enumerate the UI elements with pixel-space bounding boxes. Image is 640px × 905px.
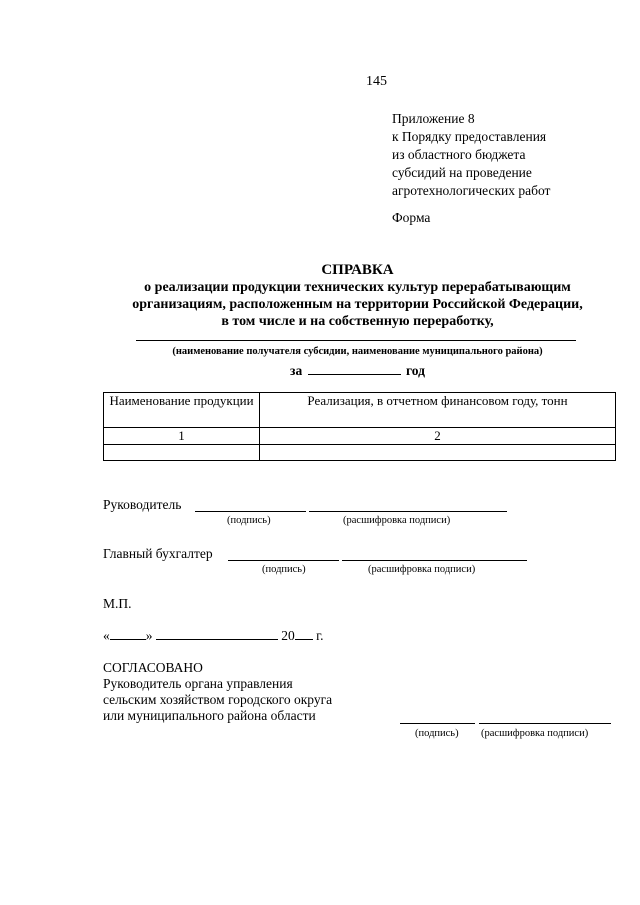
head-signature-row — [103, 497, 181, 513]
title-line: в том числе и на собственную переработку, — [221, 314, 494, 329]
accountant-label: Главный бухгалтер — [103, 546, 213, 561]
title-main: СПРАВКА — [321, 262, 394, 278]
date-close-quote: » — [145, 628, 153, 643]
agreed-block — [103, 660, 332, 724]
product-name-header: Наименование продукции — [104, 393, 260, 428]
page-number: 145 — [366, 74, 387, 89]
agreed-line: Руководитель органа управления — [103, 676, 293, 691]
signature-caption: (подпись) — [262, 564, 306, 575]
date-open-quote: « — [103, 628, 110, 643]
appendix-line: к Порядку предоставления — [392, 129, 547, 144]
report-table — [103, 392, 616, 461]
stamp-place: М.П. — [103, 596, 132, 611]
date-year-suffix: г. — [316, 628, 324, 643]
accountant-signature-row — [103, 546, 213, 562]
year-field[interactable] — [308, 362, 401, 375]
table-number-row — [104, 428, 616, 445]
title-line: о реализации продукции технических культур перерабатывающим — [144, 280, 571, 295]
column-number: 1 — [104, 428, 260, 445]
decoding-caption: (расшифровка подписи) — [368, 564, 476, 575]
agreed-title: СОГЛАСОВАНО — [103, 660, 203, 675]
column-number: 2 — [260, 428, 616, 445]
date-row — [103, 626, 324, 644]
decoding-caption: (расшифровка подписи) — [481, 728, 589, 739]
head-signature-field[interactable] — [195, 498, 306, 512]
sales-cell[interactable] — [260, 445, 616, 461]
appendix-line: из областного бюджета — [392, 147, 526, 162]
appendix-line: агротехнологических работ — [392, 183, 551, 198]
agreed-signature-field[interactable] — [400, 710, 475, 724]
signature-caption: (подпись) — [415, 728, 459, 739]
title-line: организациям, расположенным на территории Российской Федерации, — [132, 297, 583, 312]
decoding-caption: (расшифровка подписи) — [343, 515, 451, 526]
document-title — [90, 262, 625, 330]
head-label: Руководитель — [103, 497, 182, 512]
accountant-decoding-field[interactable] — [342, 547, 527, 561]
recipient-name-caption: (наименование получателя субсидии, наименование муниципального района) — [172, 346, 543, 357]
table-header-row — [104, 393, 616, 428]
appendix-line: субсидий на проведение — [392, 165, 532, 180]
signature-caption: (подпись) — [227, 515, 271, 526]
agreed-line: сельским хозяйством городского округа — [103, 692, 333, 707]
product-name-cell[interactable] — [104, 445, 260, 461]
appendix-note — [392, 110, 550, 200]
sales-header: Реализация, в отчетном финансовом году, тонн — [260, 393, 616, 428]
form-label: Форма — [392, 210, 431, 225]
year-line — [90, 362, 625, 379]
day-field[interactable] — [110, 626, 146, 640]
month-field[interactable] — [156, 626, 278, 640]
recipient-name-field[interactable] — [136, 340, 576, 341]
table-row — [104, 445, 616, 461]
agreed-decoding-field[interactable] — [479, 710, 611, 724]
agreed-line: или муниципального района области — [103, 708, 316, 723]
date-year-prefix: 20 — [281, 628, 295, 643]
year-digits-field[interactable] — [295, 626, 313, 640]
head-decoding-field[interactable] — [309, 498, 507, 512]
year-suffix: год — [405, 363, 425, 378]
accountant-signature-field[interactable] — [228, 547, 339, 561]
appendix-line: Приложение 8 — [392, 111, 475, 126]
year-prefix: за — [290, 363, 303, 378]
